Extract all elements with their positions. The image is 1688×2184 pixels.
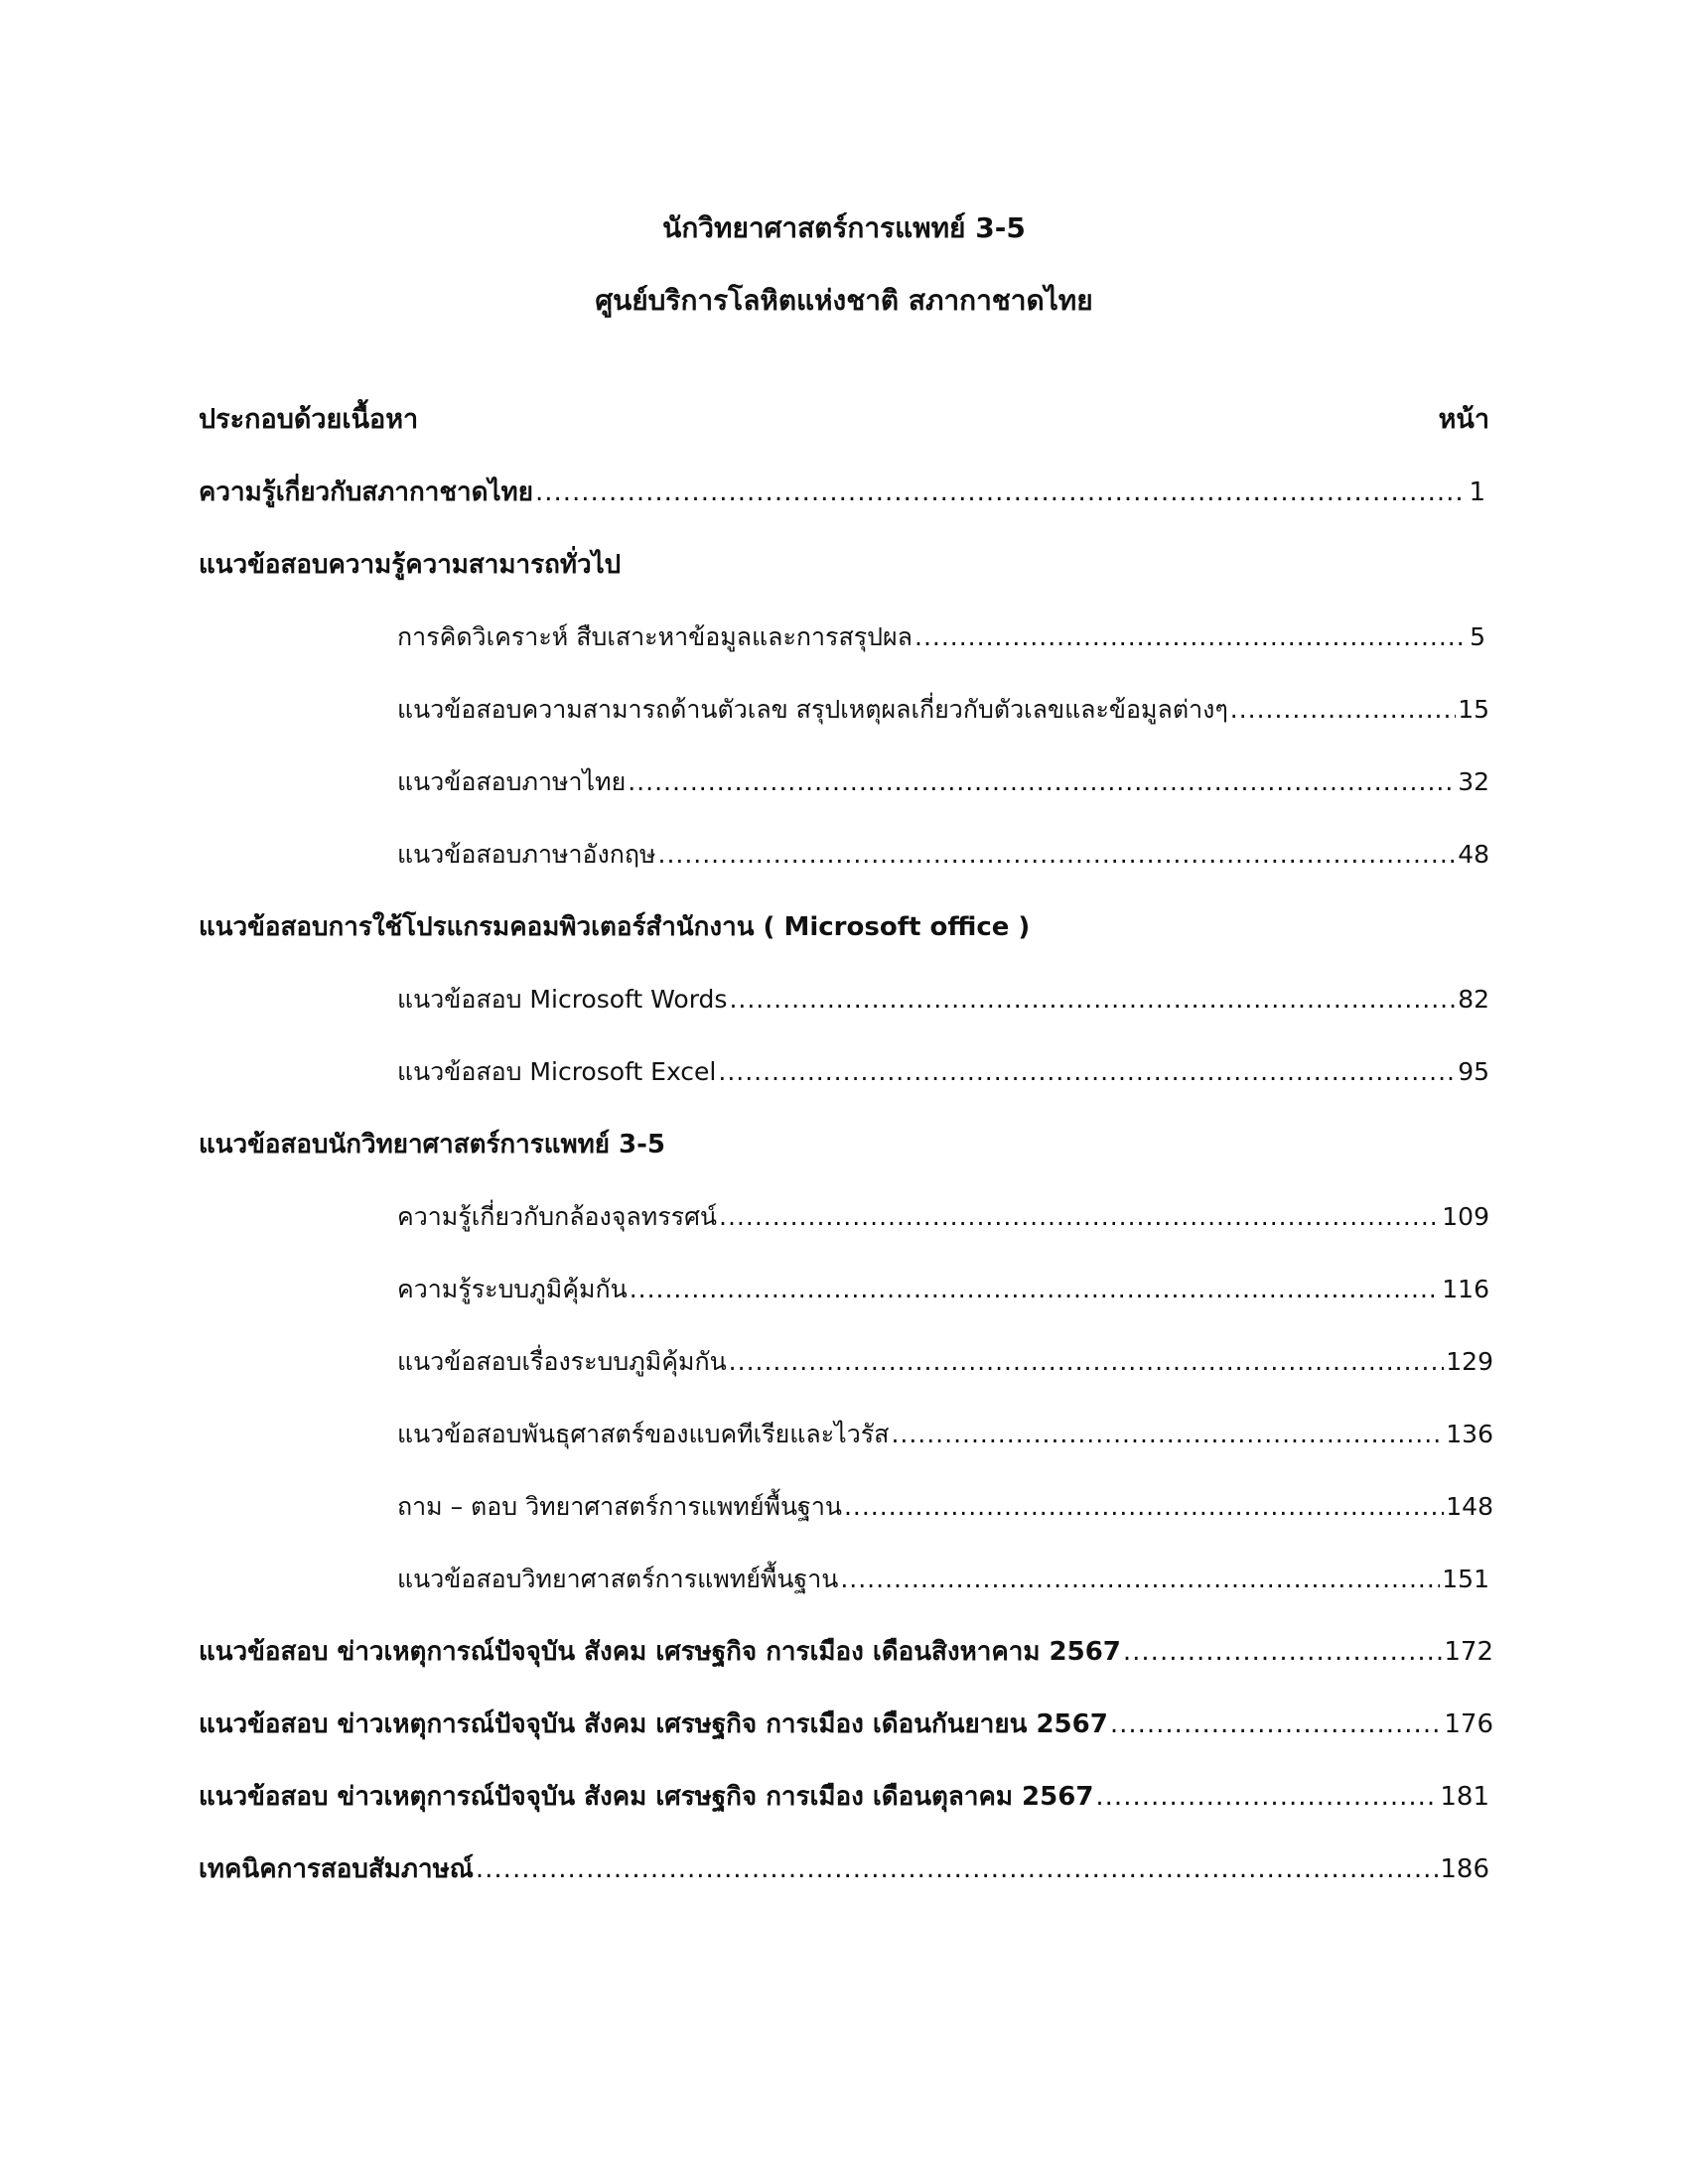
toc-entry-page: 95	[1458, 1057, 1489, 1086]
toc-entry-label: แนวข้อสอบ ข่าวเหตุการณ์ปัจจุบัน สังคม เศรษฐกิจ การเมือง เดือนกันยายน 2567	[199, 1709, 1108, 1739]
toc-header-contents: ประกอบด้วยเนื้อหา	[199, 404, 419, 435]
toc-entry-label: ถาม – ตอบ วิทยาศาสตร์การแพทย์พื้นฐาน	[397, 1492, 842, 1521]
toc-entry-page: 136	[1446, 1420, 1493, 1448]
toc-entry-label: แนวข้อสอบ ข่าวเหตุการณ์ปัจจุบัน สังคม เศรษฐกิจ การเมือง เดือนตุลาคม 2567	[199, 1782, 1094, 1812]
toc-leader-dots	[476, 1849, 1438, 1889]
toc-leader-dots	[719, 1197, 1440, 1237]
toc-leader-dots	[1095, 1777, 1438, 1817]
toc-entry-label: แนวข้อสอบพันธุศาสตร์ของแบคทีเรียและไวรัส	[397, 1420, 890, 1448]
toc-leader-dots	[718, 1052, 1456, 1092]
toc-entry-page: 129	[1446, 1347, 1493, 1376]
toc-leader-dots	[628, 762, 1456, 802]
toc-entry-label: แนวข้อสอบเรื่องระบบภูมิคุ้มกัน	[397, 1347, 727, 1376]
toc-entry-page: 172	[1444, 1637, 1493, 1667]
toc-entry-page: 1	[1469, 478, 1485, 507]
toc-entry-page: 176	[1444, 1709, 1493, 1739]
toc-entry-interview	[199, 1849, 1489, 1889]
toc-entry-label: แนวข้อสอบ ข่าวเหตุการณ์ปัจจุบัน สังคม เศรษฐกิจ การเมือง เดือนสิงหาคาม 2567	[199, 1637, 1121, 1667]
toc-leader-dots	[1123, 1632, 1442, 1672]
toc-entry-page: 5	[1470, 622, 1485, 651]
toc-entry-page: 32	[1458, 767, 1489, 796]
toc-entry-label: เทคนิคการสอบสัมภาษณ์	[199, 1854, 474, 1884]
document-subtitle: ศูนย์บริการโลหิตแห่งชาติ สภากาชาดไทย	[595, 284, 1093, 317]
toc-entry-page: 151	[1442, 1565, 1489, 1593]
toc-entry-page: 82	[1458, 985, 1489, 1014]
toc-entry-microscope	[397, 1197, 1489, 1237]
document-title: นักวิทยาศาสตร์การแพทย์ 3-5	[662, 211, 1026, 244]
toc-section-office: แนวข้อสอบการใช้โปรแกรมคอมพิวเตอร์สำนักงาน ( Microsoft office )	[199, 912, 1031, 942]
toc-entry-page: 181	[1440, 1782, 1489, 1812]
toc-entry-label: แนวข้อสอบวิทยาศาสตร์การแพทย์พื้นฐาน	[397, 1565, 839, 1593]
toc-entry-news-august	[199, 1632, 1493, 1672]
toc-entry-label: ความรู้เกี่ยวกับกล้องจุลทรรศน์	[397, 1202, 718, 1231]
toc-entry-news-october	[199, 1777, 1489, 1817]
toc-entry-immune-knowledge	[397, 1270, 1489, 1309]
toc-leader-dots	[630, 1270, 1441, 1309]
toc-entry-red-cross	[199, 473, 1485, 512]
toc-entry-label: ความรู้ระบบภูมิคุ้มกัน	[397, 1275, 628, 1303]
toc-entry-excel	[397, 1052, 1489, 1092]
toc-entry-label: ความรู้เกี่ยวกับสภากาชาดไทย	[199, 478, 533, 507]
toc-leader-dots	[844, 1487, 1444, 1527]
toc-entry-genetics	[397, 1415, 1493, 1454]
toc-leader-dots	[840, 1560, 1440, 1599]
toc-entry-label: การคิดวิเคราะห์ สืบเสาะหาข้อมูลและการสรุปผล	[397, 622, 913, 651]
toc-entry-page: 48	[1458, 840, 1489, 869]
toc-entry-immune-exam	[397, 1342, 1493, 1382]
toc-entry-page: 109	[1442, 1202, 1489, 1231]
toc-entry-thai	[397, 762, 1489, 802]
toc-leader-dots	[1230, 690, 1456, 730]
toc-entry-numeric	[397, 690, 1489, 730]
toc-section-medsci: แนวข้อสอบนักวิทยาศาสตร์การแพทย์ 3-5	[199, 1130, 666, 1160]
toc-leader-dots	[1110, 1705, 1443, 1744]
toc-entry-label: แนวข้อสอบ Microsoft Excel	[397, 1057, 717, 1086]
toc-entry-english	[397, 835, 1489, 875]
toc-leader-dots	[535, 473, 1468, 512]
toc-leader-dots	[729, 1342, 1445, 1382]
toc-entry-label: แนวข้อสอบ Microsoft Words	[397, 985, 728, 1014]
toc-entry-label: แนวข้อสอบความสามารถด้านตัวเลข สรุปเหตุผลเกี่ยวกับตัวเลขและข้อมูลต่างๆ	[397, 695, 1228, 724]
toc-entry-basic-exam	[397, 1560, 1489, 1599]
toc-entry-page: 116	[1442, 1275, 1489, 1303]
toc-leader-dots	[658, 835, 1457, 875]
toc-header-page: หน้า	[1438, 404, 1489, 435]
toc-entry-page: 186	[1440, 1854, 1489, 1884]
toc-entry-label: แนวข้อสอบภาษาไทย	[397, 767, 627, 796]
toc-entry-page: 148	[1446, 1492, 1493, 1521]
toc-entry-analysis	[397, 617, 1485, 657]
toc-leader-dots	[914, 617, 1468, 657]
toc-leader-dots	[891, 1415, 1444, 1454]
toc-section-general: แนวข้อสอบความรู้ความสามารถทั่วไป	[199, 550, 622, 580]
toc-header	[199, 400, 1489, 440]
toc-leader-dots	[729, 980, 1456, 1020]
toc-entry-label: แนวข้อสอบภาษาอังกฤษ	[397, 840, 656, 869]
toc-entry-qa-basic	[397, 1487, 1493, 1527]
toc-entry-page: 15	[1458, 695, 1489, 724]
toc-entry-news-september	[199, 1705, 1493, 1744]
toc-entry-word	[397, 980, 1489, 1020]
